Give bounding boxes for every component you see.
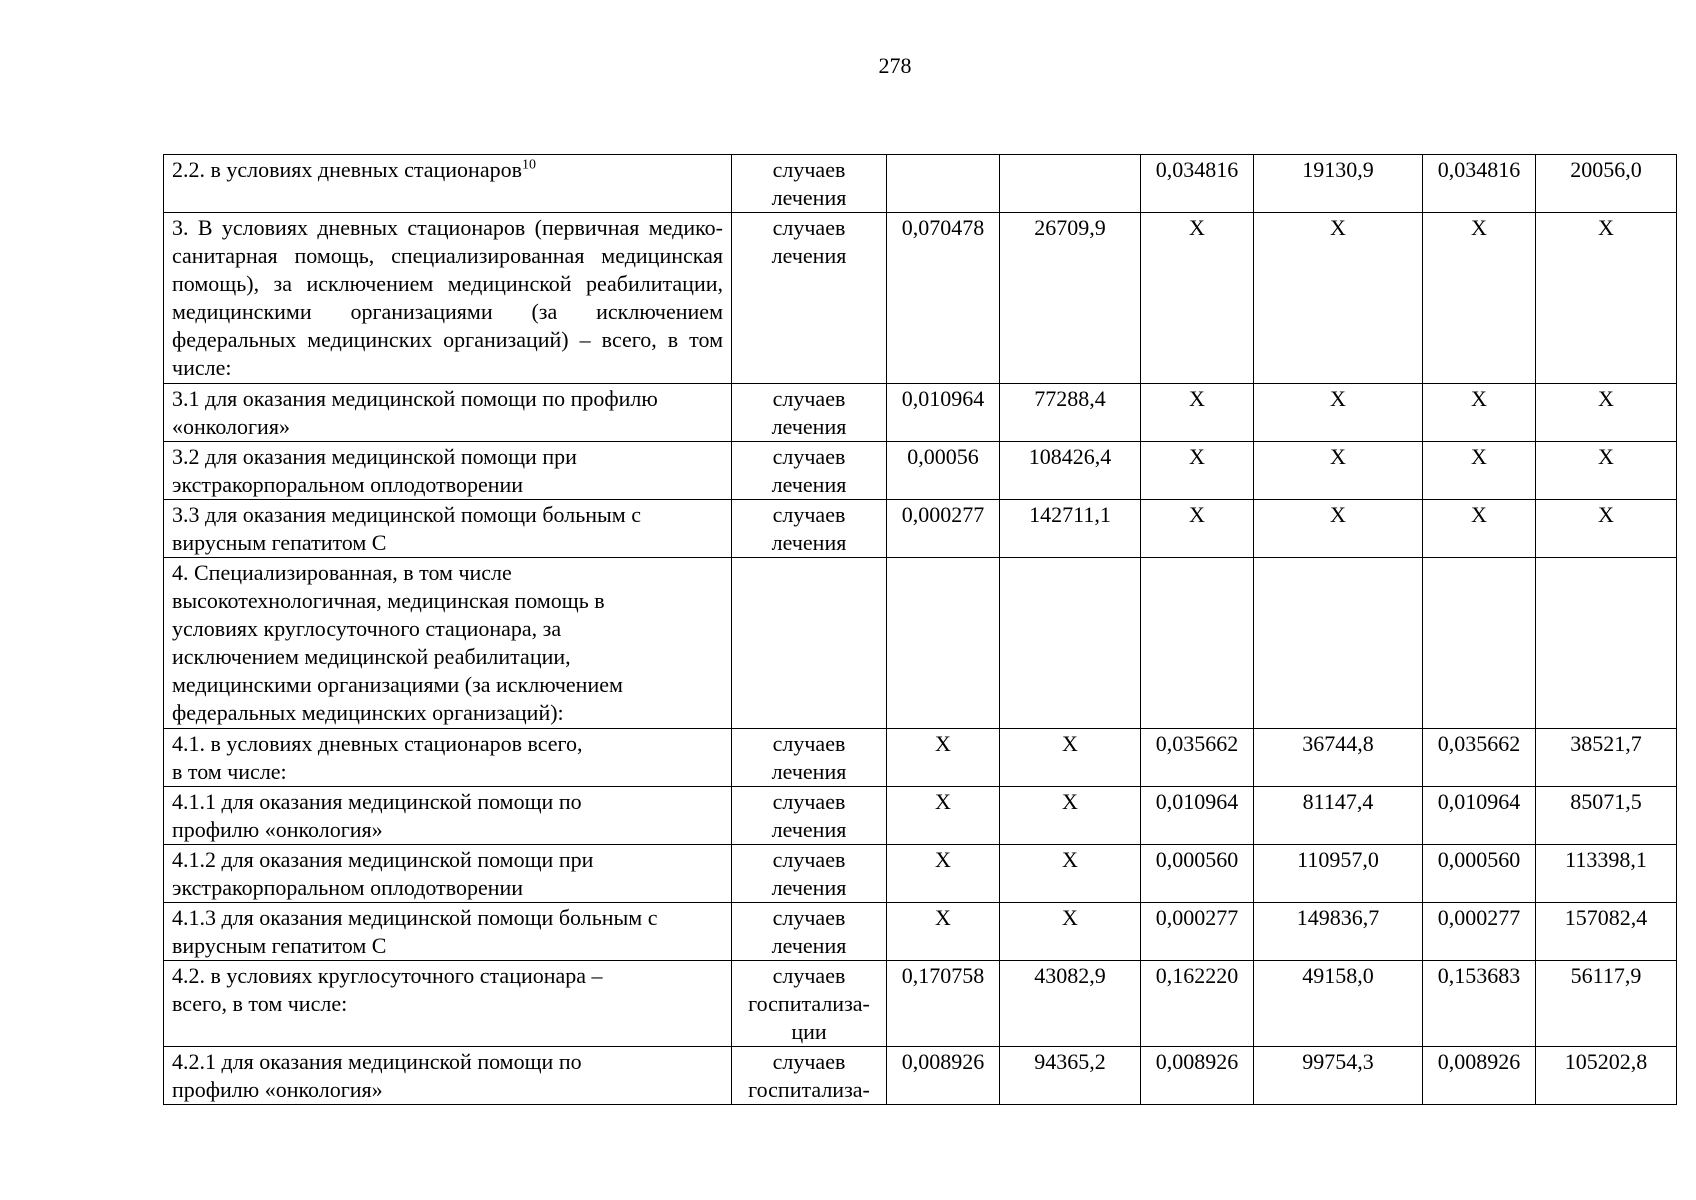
row-description — [164, 845, 732, 903]
value-cell: X — [1423, 213, 1536, 384]
value-cell — [1000, 558, 1141, 729]
value-cell: 0,00056 — [887, 442, 1000, 500]
unit-cell — [732, 729, 887, 787]
row-description — [164, 961, 732, 1047]
table-row — [164, 1047, 1677, 1105]
value-cell: 26709,9 — [1000, 213, 1141, 384]
table-row — [164, 558, 1677, 729]
value-cell: 0,008926 — [887, 1047, 1000, 1105]
value-cell: 0,008926 — [1423, 1047, 1536, 1105]
unit-line: госпитализа- — [748, 1077, 870, 1102]
value-cell: X — [1423, 500, 1536, 558]
value-cell: 149836,7 — [1254, 903, 1423, 961]
row-description — [164, 729, 732, 787]
description-line: профилю «онкология» — [172, 817, 383, 842]
row-description — [164, 903, 732, 961]
unit-cell — [732, 384, 887, 442]
value-cell: 0,035662 — [1141, 729, 1254, 787]
unit-line: лечения — [771, 243, 847, 268]
unit-cell — [732, 558, 887, 729]
description-line: 3.3 для оказания медицинской помощи больным с — [172, 502, 641, 527]
page-number: 278 — [878, 53, 912, 78]
unit-line: ции — [791, 1019, 827, 1044]
value-cell: X — [1423, 384, 1536, 442]
table-row — [164, 155, 1677, 213]
value-cell: 110957,0 — [1254, 845, 1423, 903]
table-row — [164, 961, 1677, 1047]
unit-cell — [732, 500, 887, 558]
unit-line: лечения — [771, 759, 847, 784]
value-cell: 108426,4 — [1000, 442, 1141, 500]
unit-cell — [732, 442, 887, 500]
unit-line: лечения — [771, 414, 847, 439]
description-line: 2.2. в условиях дневных стационаров — [172, 157, 522, 182]
unit-cell — [732, 845, 887, 903]
description-line: 4.1. в условиях дневных стационаров всего, — [172, 731, 583, 756]
description-line: условиях круглосуточного стационара, за — [172, 616, 562, 641]
table-row — [164, 384, 1677, 442]
value-cell: 36744,8 — [1254, 729, 1423, 787]
description-line: 4.1.2 для оказания медицинской помощи при — [172, 847, 594, 872]
unit-line: случаев — [772, 731, 846, 756]
value-cell: X — [1423, 442, 1536, 500]
value-cell: 56117,9 — [1536, 961, 1677, 1047]
description-line: 3.1 для оказания медицинской помощи по профилю — [172, 386, 658, 411]
value-cell: 0,010964 — [1141, 787, 1254, 845]
value-cell: X — [1536, 500, 1677, 558]
description-line: 4.1.3 для оказания медицинской помощи больным с — [172, 905, 658, 930]
value-cell: 77288,4 — [1000, 384, 1141, 442]
unit-cell — [732, 1047, 887, 1105]
footnote-marker: 10 — [521, 157, 536, 173]
value-cell: 38521,7 — [1536, 729, 1677, 787]
description-line: медицинскими организациями (за исключением — [172, 672, 623, 697]
volume-table — [163, 154, 1677, 1105]
value-cell: 105202,8 — [1536, 1047, 1677, 1105]
value-cell: 20056,0 — [1536, 155, 1677, 213]
value-cell: 49158,0 — [1254, 961, 1423, 1047]
value-cell: 0,000560 — [1141, 845, 1254, 903]
value-cell: 0,153683 — [1423, 961, 1536, 1047]
description-line: «онкология» — [172, 414, 290, 439]
value-cell: X — [1141, 384, 1254, 442]
value-cell: 0,035662 — [1423, 729, 1536, 787]
value-cell: 0,010964 — [1423, 787, 1536, 845]
unit-line: госпитализа- — [748, 991, 870, 1016]
description-line: исключением медицинской реабилитации, — [172, 644, 571, 669]
description-line: 4.2.1 для оказания медицинской помощи по — [172, 1049, 582, 1074]
value-cell: X — [1254, 500, 1423, 558]
unit-cell — [732, 961, 887, 1047]
value-cell: 0,000277 — [887, 500, 1000, 558]
description-line: федеральных медицинских организаций): — [172, 700, 564, 725]
unit-line: случаев — [772, 905, 846, 930]
value-cell: 113398,1 — [1536, 845, 1677, 903]
value-cell: 0,008926 — [1141, 1047, 1254, 1105]
value-cell: 43082,9 — [1000, 961, 1141, 1047]
unit-line: случаев — [772, 847, 846, 872]
row-description — [164, 787, 732, 845]
value-cell: X — [1000, 903, 1141, 961]
table-row — [164, 442, 1677, 500]
value-cell: X — [1141, 213, 1254, 384]
table-row — [164, 500, 1677, 558]
unit-cell — [732, 213, 887, 384]
description-line: 4. Специализированная, в том числе — [172, 560, 512, 585]
value-cell — [1536, 558, 1677, 729]
value-cell: 0,000277 — [1423, 903, 1536, 961]
table-body — [164, 155, 1677, 1105]
unit-cell — [732, 903, 887, 961]
description-line: высокотехнологичная, медицинская помощь в — [172, 588, 605, 613]
value-cell — [887, 155, 1000, 213]
value-cell: 0,010964 — [887, 384, 1000, 442]
unit-line: случаев — [772, 789, 846, 814]
unit-cell — [732, 155, 887, 213]
value-cell: X — [1141, 442, 1254, 500]
description-line: профилю «онкология» — [172, 1077, 383, 1102]
value-cell: X — [887, 845, 1000, 903]
row-description — [164, 384, 732, 442]
unit-line: лечения — [771, 185, 847, 210]
value-cell: 142711,1 — [1000, 500, 1141, 558]
row-description — [164, 1047, 732, 1105]
value-cell: X — [1000, 845, 1141, 903]
unit-line: случаев — [772, 1049, 846, 1074]
unit-line: случаев — [772, 502, 846, 527]
table-row — [164, 213, 1677, 384]
description-line: экстракорпоральном оплодотворении — [172, 472, 524, 497]
value-cell — [887, 558, 1000, 729]
value-cell: X — [1536, 213, 1677, 384]
row-description — [164, 155, 732, 213]
table-row — [164, 845, 1677, 903]
value-cell: 0,070478 — [887, 213, 1000, 384]
value-cell — [1000, 155, 1141, 213]
value-cell — [1423, 558, 1536, 729]
value-cell — [1141, 558, 1254, 729]
description-line: в том числе: — [172, 759, 287, 784]
value-cell: 94365,2 — [1000, 1047, 1141, 1105]
value-cell: 0,000277 — [1141, 903, 1254, 961]
description-line: вирусным гепатитом С — [172, 933, 387, 958]
value-cell: X — [1000, 787, 1141, 845]
value-cell: X — [1536, 442, 1677, 500]
value-cell: 19130,9 — [1254, 155, 1423, 213]
value-cell — [1254, 558, 1423, 729]
description-line: 4.2. в условиях круглосуточного стационара – — [172, 963, 603, 988]
description-line: 3.2 для оказания медицинской помощи при — [172, 444, 577, 469]
value-cell: 0,170758 — [887, 961, 1000, 1047]
value-cell: X — [1141, 500, 1254, 558]
unit-cell — [732, 787, 887, 845]
row-description — [164, 442, 732, 500]
unit-line: лечения — [771, 817, 847, 842]
description-line: 4.1.1 для оказания медицинской помощи по — [172, 789, 582, 814]
value-cell: X — [1254, 384, 1423, 442]
unit-line: случаев — [772, 386, 846, 411]
description-line: вирусным гепатитом С — [172, 530, 387, 555]
value-cell: 99754,3 — [1254, 1047, 1423, 1105]
table-row — [164, 903, 1677, 961]
description-line: экстракорпоральном оплодотворении — [172, 875, 524, 900]
unit-line: случаев — [772, 444, 846, 469]
value-cell: 81147,4 — [1254, 787, 1423, 845]
unit-line: лечения — [771, 933, 847, 958]
unit-line: случаев — [772, 963, 846, 988]
value-cell: X — [1254, 442, 1423, 500]
value-cell: X — [887, 729, 1000, 787]
value-cell: 0,162220 — [1141, 961, 1254, 1047]
value-cell: X — [1536, 384, 1677, 442]
row-description — [164, 213, 732, 384]
row-description — [164, 558, 732, 729]
value-cell: 0,034816 — [1423, 155, 1536, 213]
description-line: всего, в том числе: — [172, 991, 348, 1016]
value-cell: 0,000560 — [1423, 845, 1536, 903]
table-row — [164, 787, 1677, 845]
unit-line: лечения — [771, 472, 847, 497]
unit-line: лечения — [771, 875, 847, 900]
value-cell: X — [1000, 729, 1141, 787]
table-row — [164, 729, 1677, 787]
value-cell: 157082,4 — [1536, 903, 1677, 961]
unit-line: случаев — [772, 215, 846, 240]
value-cell: 0,034816 — [1141, 155, 1254, 213]
row-description — [164, 500, 732, 558]
value-cell: X — [1254, 213, 1423, 384]
unit-line: лечения — [771, 530, 847, 555]
value-cell: X — [887, 903, 1000, 961]
description-line: 3. В условиях дневных стационаров (первичная медико-санитарная помощь, специализированная медицинская помощь), за исключением медицинской реабилитации, медицинскими организациями (за исключением федеральных медицинских организаций) – всего, в том числе: — [172, 215, 723, 380]
value-cell: 85071,5 — [1536, 787, 1677, 845]
unit-line: случаев — [772, 157, 846, 182]
value-cell: X — [887, 787, 1000, 845]
